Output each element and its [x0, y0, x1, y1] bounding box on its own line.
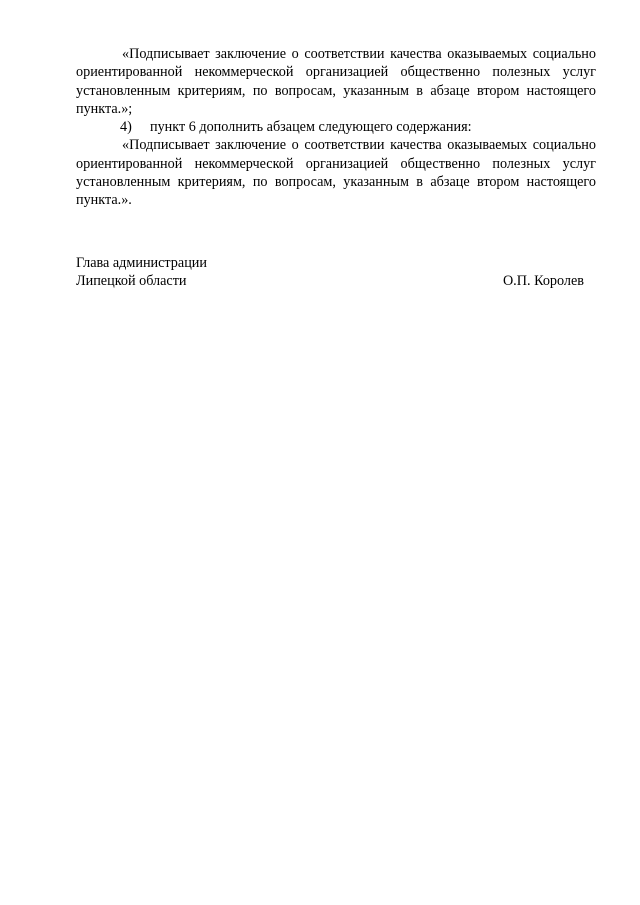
list-item-text: пункт 6 дополнить абзацем следующего содержания: — [150, 119, 472, 136]
list-item-4 — [76, 118, 596, 136]
signature-line — [76, 272, 584, 290]
signatory-position-line-1: Глава администрации — [76, 255, 207, 271]
paragraph-quote-2: «Подписывает заключение о соответствии качества оказываемых социально ориентированной некоммерческой организацией общественно полезных услуг установленным критериям, по вопросам, указанным в абзаце втором настоящего пункта.». — [76, 137, 596, 209]
document-body — [76, 45, 596, 210]
paragraph-quote-1: «Подписывает заключение о соответствии качества оказываемых социально ориентированной некоммерческой организацией общественно полезных услуг установленным критериям, по вопросам, указанным в абзаце втором настоящего пункта.»; — [76, 46, 596, 117]
signatory-position-line-2: Липецкой области — [76, 273, 187, 290]
signatory-name: О.П. Королев — [502, 273, 584, 290]
signature-block — [76, 254, 584, 291]
list-item-number: 4) — [120, 119, 132, 136]
